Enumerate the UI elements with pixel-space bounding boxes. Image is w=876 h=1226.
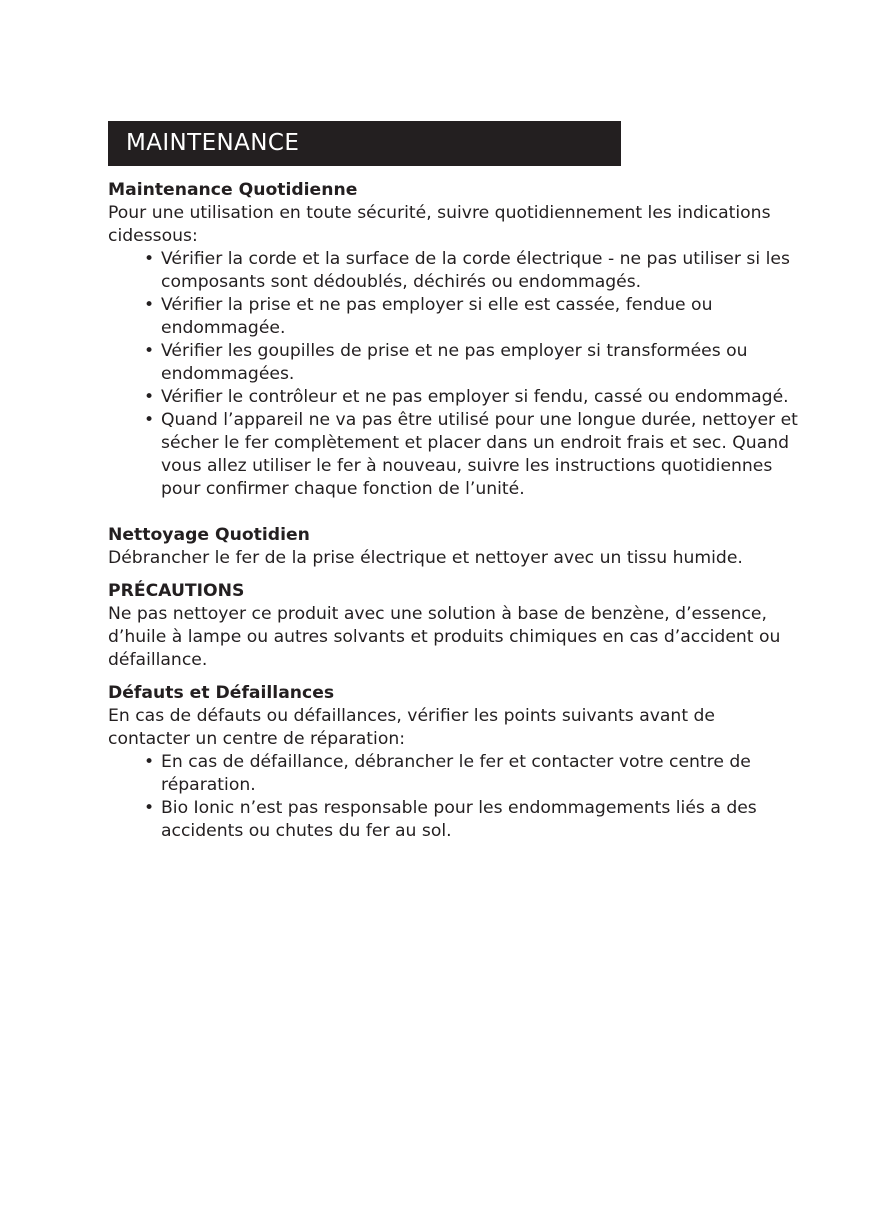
daily-maintenance-list [108, 248, 798, 501]
list-item: • Quand l’appareil ne va pas être utilisé pour une longue durée, nettoyer et sécher le fer complètement et placer dans un endroit frais et sec. Quand vous allez utiliser le fer à nouveau, suivre les instructions quotidiennes pour confirmer chaque fonction de l’unité. [144, 409, 798, 501]
list-item: • Vérifier le contrôleur et ne pas employer si fendu, cassé ou endommagé. [144, 386, 798, 409]
defects-list [108, 751, 798, 843]
daily-cleaning-section [108, 524, 798, 570]
document-body [108, 179, 798, 843]
banner-title: MAINTENANCE [126, 130, 300, 156]
defects-heading: Défauts et Défaillances [108, 683, 335, 703]
list-item: • Vérifier les goupilles de prise et ne pas employer si transformées ou endommagées. [144, 340, 798, 386]
daily-cleaning-heading: Nettoyage Quotidien [108, 525, 310, 545]
daily-maintenance-section [108, 179, 798, 501]
defects-section [108, 682, 798, 843]
daily-maintenance-intro: Pour une utilisation en toute sécurité, suivre quotidiennement les indications cidessous: [108, 203, 771, 246]
section-banner [108, 121, 621, 166]
list-item: • Bio Ionic n’est pas responsable pour les endommagements liés a des accidents ou chutes du fer au sol. [144, 797, 798, 843]
defects-intro: En cas de défauts ou défaillances, vérifier les points suivants avant de contacter un centre de réparation: [108, 706, 716, 749]
list-item: • Vérifier la prise et ne pas employer si elle est cassée, fendue ou endommagée. [144, 294, 798, 340]
list-item: • En cas de défaillance, débrancher le fer et contacter votre centre de réparation. [144, 751, 798, 797]
daily-maintenance-heading: Maintenance Quotidienne [108, 180, 358, 200]
precautions-text: Ne pas nettoyer ce produit avec une solution à base de benzène, d’essence, d’huile à lampe ou autres solvants et produits chimiques en cas d’accident ou défaillance. [108, 604, 781, 670]
precautions-section [108, 580, 798, 672]
list-item: • Vérifier la corde et la surface de la corde électrique - ne pas utiliser si les composants sont dédoublés, déchirés ou endommagés. [144, 248, 798, 294]
precautions-heading: PRÉCAUTIONS [108, 581, 245, 601]
daily-cleaning-text: Débrancher le fer de la prise électrique et nettoyer avec un tissu humide. [108, 548, 743, 568]
